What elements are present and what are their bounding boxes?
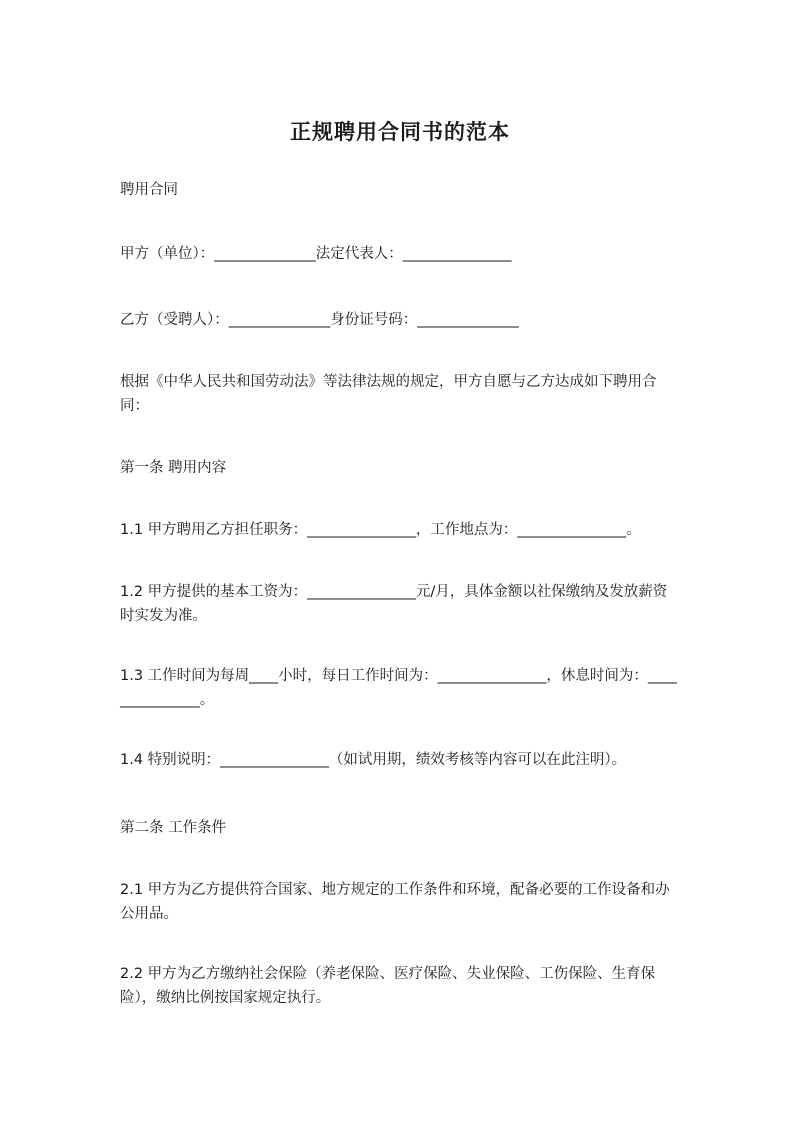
clause-1-3: 1.3 工作时间为每周____小时，每日工作时间为：_______________，休息时间为：_______________。 xyxy=(120,668,677,708)
clause-1-4: 1.4 特别说明：_______________（如试用期，绩效考核等内容可以在此注明）。 xyxy=(120,752,627,768)
clause-2-1: 2.1 甲方为乙方提供符合国家、地方规定的工作条件和环境，配备必要的工作设备和办公用品。 xyxy=(120,882,670,922)
clause-1-1: 1.1 甲方聘用乙方担任职务：_______________，工作地点为：_______________。 xyxy=(120,522,641,538)
clause-2-2: 2.2 甲方为乙方缴纳社会保险（养老保险、医疗保险、失业保险、工伤保险、生育保险），缴纳比例按国家规定执行。 xyxy=(120,966,656,1006)
article-2-heading: 第二条 工作条件 xyxy=(120,820,227,836)
preamble-paragraph: 根据《中华人民共和国劳动法》等法律法规的规定，甲方自愿与乙方达成如下聘用合同： xyxy=(120,374,657,414)
party-b-line: 乙方（受聘人）：______________身份证号码：______________ xyxy=(120,312,519,328)
party-a-line: 甲方（单位）：______________法定代表人：_______________ xyxy=(120,246,512,262)
clause-1-2: 1.2 甲方提供的基本工资为：_______________元/月，具体金额以社保缴纳及发放薪资时实发为准。 xyxy=(120,584,668,624)
contract-heading: 聘用合同 xyxy=(120,182,178,198)
article-1-heading: 第一条 聘用内容 xyxy=(120,460,227,476)
document-title: 正规聘用合同书的范本 xyxy=(290,119,510,144)
